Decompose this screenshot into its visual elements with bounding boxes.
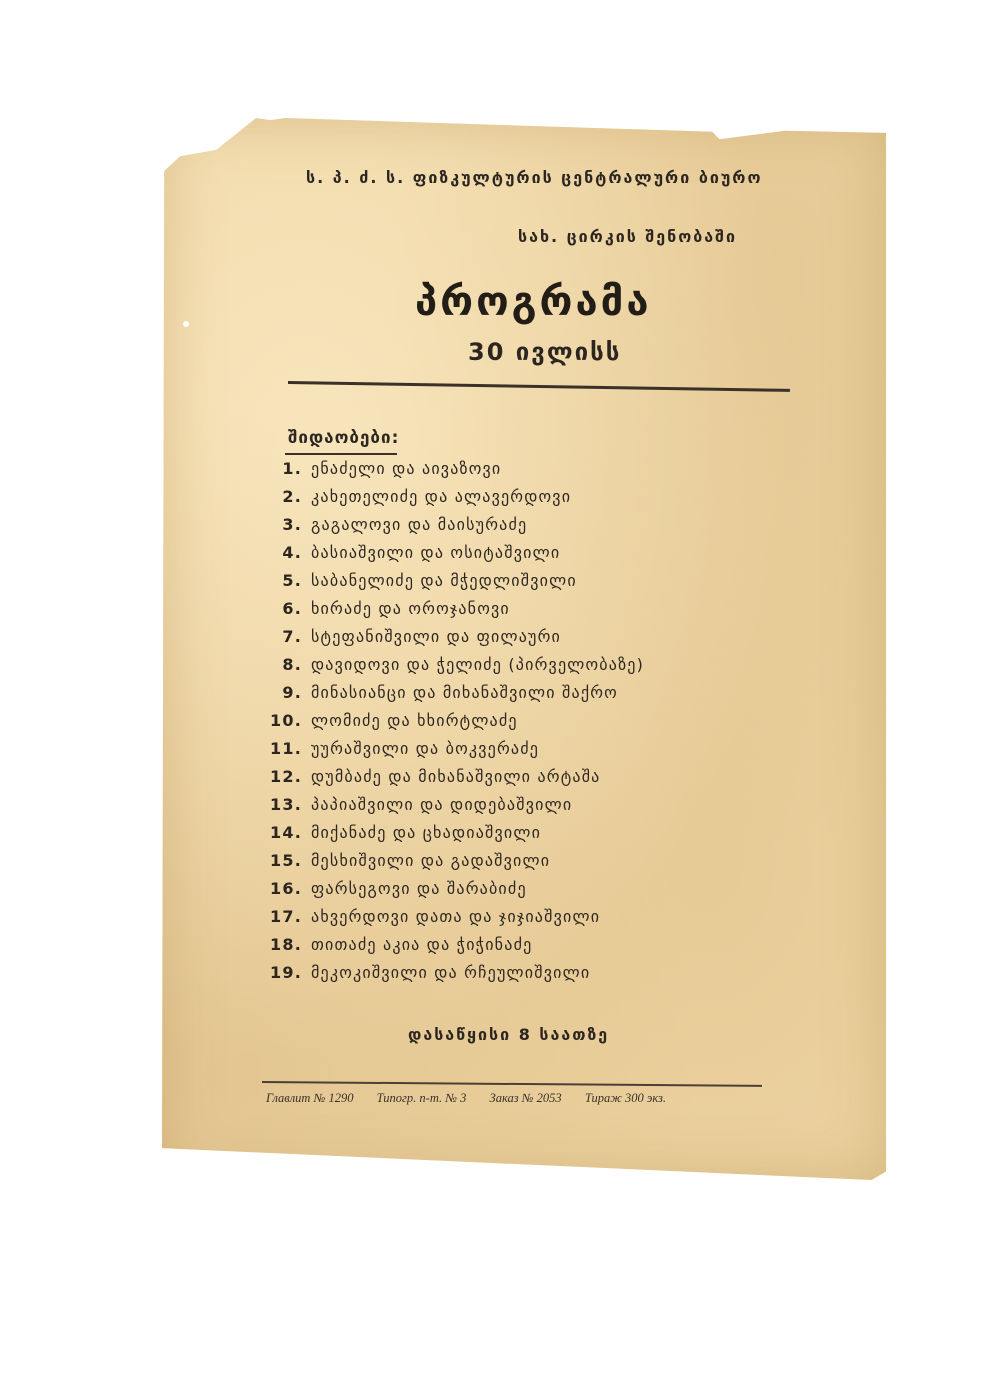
match-text: დუმბაძე და მიხანაშვილი არტაშა — [311, 767, 601, 786]
match-item — [262, 539, 742, 567]
imprint-line — [266, 1091, 686, 1106]
match-text: ბასიაშვილი და ოსიტაშვილი — [311, 543, 561, 562]
match-item — [262, 511, 742, 539]
match-number: 12. — [270, 767, 302, 786]
match-number: 4. — [282, 543, 302, 562]
match-item — [262, 959, 742, 987]
match-number: 3. — [282, 515, 302, 534]
match-text: დავიდოვი და ჭელიძე (პირველობაზე) — [311, 655, 645, 674]
venue-header: სახ. ცირკის შენობაში — [518, 227, 737, 246]
match-text: ახვერდოვი დათა და ჯიჯიაშვილი — [311, 907, 601, 926]
match-number: 18. — [270, 935, 302, 954]
match-item — [262, 903, 742, 931]
program-title: პროგრამა — [415, 279, 652, 325]
match-number: 15. — [270, 851, 302, 870]
imprint-typography: Типогр. п-т. № 3 — [376, 1091, 467, 1105]
match-list — [262, 455, 742, 987]
match-number: 2. — [282, 487, 302, 506]
imprint-order: Заказ № 2053 — [489, 1091, 562, 1105]
imprint-circulation: Тираж 300 экз. — [584, 1091, 667, 1105]
imprint-glavlit: Главлит № 1290 — [266, 1091, 354, 1105]
match-item — [262, 763, 742, 791]
match-number: 8. — [282, 655, 302, 674]
match-item — [262, 595, 742, 623]
match-item — [262, 651, 742, 679]
match-text: სტეფანიშვილი და ფილაური — [311, 627, 561, 646]
match-number: 17. — [270, 907, 302, 926]
match-text: მინასიანცი და მიხანაშვილი შაქრო — [311, 683, 618, 702]
match-text: ენაძელი და აივაზოვი — [311, 459, 502, 478]
match-number: 19. — [270, 963, 302, 982]
match-number: 14. — [270, 823, 302, 842]
match-item — [262, 931, 742, 959]
match-item — [262, 455, 742, 483]
organization-header: ს. პ. ძ. ს. ფიზკულტურის ცენტრალური ბიურო — [306, 168, 763, 187]
match-number: 11. — [270, 739, 302, 758]
match-text: კახეთელიძე და ალავერდოვი — [311, 487, 572, 506]
match-item — [262, 567, 742, 595]
match-text: მიქანაძე და ცხადიაშვილი — [311, 823, 542, 842]
match-number: 13. — [270, 795, 302, 814]
match-number: 7. — [282, 627, 302, 646]
start-time-note: დასაწყისი 8 საათზე — [408, 1025, 610, 1044]
match-item — [262, 847, 742, 875]
match-number: 10. — [270, 711, 302, 730]
match-text: მეკოკიშვილი და რჩეულიშვილი — [311, 963, 591, 982]
match-text: პაპიაშვილი და დიდებაშვილი — [311, 795, 573, 814]
match-number: 6. — [282, 599, 302, 618]
match-number: 9. — [282, 683, 302, 702]
match-item — [262, 875, 742, 903]
match-item — [262, 707, 742, 735]
match-text: ხირაძე და ოროჯანოვი — [311, 599, 510, 618]
match-text: მესხიშვილი და გადაშვილი — [311, 851, 551, 870]
section-heading: შიდაობები: — [288, 428, 400, 448]
match-text: უურაშვილი და ბოკვერაძე — [311, 739, 540, 758]
paper-hole — [183, 321, 189, 327]
match-number: 16. — [270, 879, 302, 898]
match-number: 5. — [282, 571, 302, 590]
program-date: 30 ივლისს — [468, 338, 622, 366]
match-item — [262, 819, 742, 847]
match-text: ფარსეგოვი და შარაბიძე — [311, 879, 527, 898]
match-text: ლომიძე და ხხირტლაძე — [311, 711, 518, 730]
match-item — [262, 679, 742, 707]
match-item — [262, 735, 742, 763]
match-item — [262, 623, 742, 651]
match-number: 1. — [282, 459, 302, 478]
match-item — [262, 483, 742, 511]
match-text: თითაძე აკია და ჭიჭინაძე — [311, 935, 533, 954]
match-item — [262, 791, 742, 819]
match-text: საბანელიძე და მჭედლიშვილი — [311, 571, 577, 590]
match-text: გაგალოვი და მაისურაძე — [311, 515, 528, 534]
